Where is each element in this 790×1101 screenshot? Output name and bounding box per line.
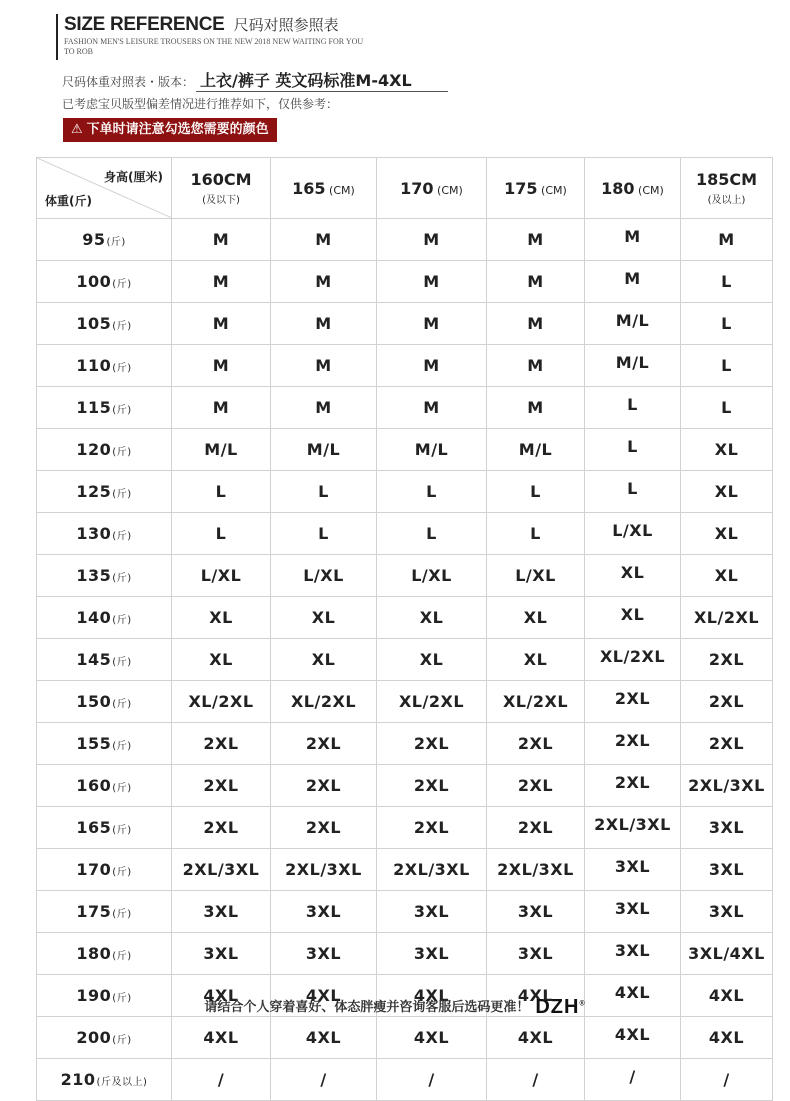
weight-row-header xyxy=(37,387,172,429)
size-cell: M/L xyxy=(487,429,585,471)
size-cell: XL xyxy=(681,513,773,555)
size-cell: XL xyxy=(271,597,377,639)
size-cell: 4XL xyxy=(681,1017,773,1059)
size-cell: 4XL xyxy=(585,975,681,1017)
size-cell: / xyxy=(487,1059,585,1101)
size-cell: 2XL xyxy=(487,723,585,765)
table-body xyxy=(37,219,773,1101)
size-cell: 4XL xyxy=(487,1017,585,1059)
weight-number: 115 xyxy=(76,398,112,417)
size-cell: 3XL xyxy=(487,933,585,975)
size-cell: XL/2XL xyxy=(681,597,773,639)
size-cell: 2XL xyxy=(681,723,773,765)
weight-number: 135 xyxy=(76,566,112,585)
size-reference-table xyxy=(36,157,773,1101)
size-cell: L xyxy=(487,513,585,555)
weight-row-header xyxy=(37,345,172,387)
size-cell: M xyxy=(377,303,487,345)
height-number: 180 xyxy=(601,178,635,198)
weight-row-header xyxy=(37,597,172,639)
size-cell: 3XL xyxy=(585,933,681,975)
height-column-header xyxy=(487,158,585,219)
table-row xyxy=(37,261,773,303)
weight-row-header xyxy=(37,219,172,261)
table-row xyxy=(37,1017,773,1059)
weight-number: 145 xyxy=(76,650,112,669)
height-column-header xyxy=(172,158,271,219)
version-value: 上衣/裤子 英文码标准M-4XL xyxy=(196,68,448,92)
size-cell: M xyxy=(487,303,585,345)
weight-row-header xyxy=(37,303,172,345)
size-cell: L/XL xyxy=(487,555,585,597)
weight-number: 175 xyxy=(76,902,112,921)
footer-note: 请结合个人穿着喜好、体态胖瘦并咨询客服后选码更准！ xyxy=(204,1000,530,1015)
table-row xyxy=(37,933,773,975)
size-cell: 2XL/3XL xyxy=(585,807,681,849)
weight-number: 100 xyxy=(76,272,112,291)
size-cell: M xyxy=(377,345,487,387)
weight-unit: (斤) xyxy=(112,993,132,1004)
size-cell: M/L xyxy=(172,429,271,471)
warning-text: 下单时请注意勾选您需要的颜色 xyxy=(86,122,269,137)
size-cell: 2XL/3XL xyxy=(172,849,271,891)
size-cell: 2XL xyxy=(585,723,681,765)
height-unit: (CM) xyxy=(433,183,463,197)
weight-row-header xyxy=(37,261,172,303)
size-cell: L xyxy=(681,345,773,387)
size-cell: XL xyxy=(681,429,773,471)
size-cell: 2XL xyxy=(487,765,585,807)
size-cell: L xyxy=(681,387,773,429)
table-row xyxy=(37,555,773,597)
height-value xyxy=(377,179,486,198)
size-cell: 2XL xyxy=(377,807,487,849)
weight-number: 120 xyxy=(76,440,112,459)
height-number: 175 xyxy=(504,178,538,198)
weight-number: 130 xyxy=(76,524,112,543)
size-cell: L xyxy=(681,303,773,345)
height-column-header xyxy=(271,158,377,219)
size-cell: M xyxy=(377,219,487,261)
size-cell: 4XL xyxy=(271,1017,377,1059)
weight-row-header xyxy=(37,429,172,471)
size-cell: XL xyxy=(172,597,271,639)
size-cell: M xyxy=(271,345,377,387)
footer xyxy=(0,996,790,1019)
height-number: 170 xyxy=(400,178,434,198)
size-cell: L/XL xyxy=(585,513,681,555)
size-cell: L xyxy=(172,513,271,555)
size-cell: 3XL xyxy=(681,807,773,849)
weight-row-header xyxy=(37,933,172,975)
size-cell: XL xyxy=(487,639,585,681)
size-cell: 2XL xyxy=(681,681,773,723)
size-cell: XL/2XL xyxy=(585,639,681,681)
weight-number: 160 xyxy=(76,776,112,795)
size-cell: M xyxy=(172,303,271,345)
size-cell: 3XL xyxy=(172,891,271,933)
size-cell: L/XL xyxy=(377,555,487,597)
height-value xyxy=(487,179,584,198)
height-value xyxy=(271,179,376,198)
size-cell: M xyxy=(172,219,271,261)
size-cell: 4XL xyxy=(172,1017,271,1059)
table-row xyxy=(37,345,773,387)
size-cell: M xyxy=(585,261,681,303)
size-cell: M xyxy=(487,219,585,261)
size-cell: 4XL xyxy=(172,975,271,1017)
version-label: 尺码体重对照表・版本： xyxy=(62,75,195,89)
size-cell: XL xyxy=(377,597,487,639)
table-row xyxy=(37,849,773,891)
table-row xyxy=(37,723,773,765)
size-cell: M xyxy=(271,303,377,345)
size-cell: L xyxy=(377,513,487,555)
version-line xyxy=(62,68,448,92)
size-cell: 3XL xyxy=(377,891,487,933)
height-column-header xyxy=(681,158,773,219)
size-cell: M xyxy=(487,345,585,387)
weight-unit: (斤) xyxy=(112,573,132,584)
size-cell: 4XL xyxy=(487,975,585,1017)
size-cell: XL xyxy=(585,597,681,639)
weight-row-header xyxy=(37,513,172,555)
warning-triangle-icon: ⚠ xyxy=(71,122,83,137)
table-row xyxy=(37,471,773,513)
size-cell: / xyxy=(585,1059,681,1101)
table-row xyxy=(37,891,773,933)
size-cell: 2XL/3XL xyxy=(377,849,487,891)
weight-row-header xyxy=(37,471,172,513)
size-cell: M xyxy=(377,261,487,303)
weight-unit: (斤) xyxy=(112,783,132,794)
page-title-en: SIZE REFERENCE xyxy=(64,14,225,35)
size-cell: XL xyxy=(681,471,773,513)
size-cell: XL xyxy=(172,639,271,681)
height-number: 165 xyxy=(292,178,326,198)
size-cell: M xyxy=(681,219,773,261)
weight-number: 95 xyxy=(82,230,106,249)
size-cell: L xyxy=(585,429,681,471)
size-cell: M xyxy=(172,261,271,303)
size-cell: M/L xyxy=(377,429,487,471)
size-cell: L xyxy=(585,387,681,429)
table-corner-header xyxy=(37,158,172,219)
weight-number: 110 xyxy=(76,356,112,375)
size-cell: L xyxy=(377,471,487,513)
size-cell: 2XL xyxy=(487,807,585,849)
weight-unit: (斤) xyxy=(112,825,132,836)
weight-unit: (斤) xyxy=(112,1035,132,1046)
size-cell: 4XL xyxy=(377,1017,487,1059)
size-cell: 3XL/4XL xyxy=(681,933,773,975)
size-cell: L xyxy=(487,471,585,513)
weight-row-header xyxy=(37,555,172,597)
size-cell: 3XL xyxy=(271,933,377,975)
weight-row-header xyxy=(37,1017,172,1059)
size-cell: 2XL xyxy=(585,681,681,723)
weight-number: 150 xyxy=(76,692,112,711)
size-cell: 3XL xyxy=(585,891,681,933)
table-row xyxy=(37,597,773,639)
size-cell: 2XL xyxy=(172,723,271,765)
size-cell: XL/2XL xyxy=(172,681,271,723)
size-cell: 3XL xyxy=(487,891,585,933)
size-cell: / xyxy=(377,1059,487,1101)
weight-unit: (斤) xyxy=(112,657,132,668)
size-cell: 2XL xyxy=(271,723,377,765)
size-cell: 2XL xyxy=(271,807,377,849)
height-value xyxy=(681,170,772,189)
weight-unit: (斤) xyxy=(112,447,132,458)
weight-unit: (斤) xyxy=(112,909,132,920)
size-cell: M/L xyxy=(585,345,681,387)
size-cell: XL xyxy=(377,639,487,681)
table-row xyxy=(37,1059,773,1101)
page-subtitle: FASHION MEN'S LEISURE TROUSERS ON THE NEW 2018 NEW WAITING FOR YOU TO ROB xyxy=(64,37,364,56)
size-cell: 3XL xyxy=(377,933,487,975)
size-cell: 2XL xyxy=(172,765,271,807)
page-header xyxy=(64,14,374,57)
weight-unit: (斤) xyxy=(112,867,132,878)
size-cell: XL/2XL xyxy=(271,681,377,723)
weight-number: 165 xyxy=(76,818,112,837)
weight-row-header xyxy=(37,639,172,681)
size-cell: 2XL xyxy=(172,807,271,849)
height-unit: (CM) xyxy=(634,183,664,197)
height-column-header xyxy=(585,158,681,219)
weight-row-header xyxy=(37,807,172,849)
table-row xyxy=(37,513,773,555)
height-unit: (CM) xyxy=(537,183,567,197)
size-cell: XL/2XL xyxy=(487,681,585,723)
size-cell: 3XL xyxy=(172,933,271,975)
size-cell: M xyxy=(271,261,377,303)
table-row xyxy=(37,681,773,723)
size-cell: 2XL/3XL xyxy=(681,765,773,807)
weight-unit: (斤) xyxy=(112,951,132,962)
size-cell: M xyxy=(271,219,377,261)
page-title-cn: 尺码对照参照表 xyxy=(233,16,339,34)
weight-row-header xyxy=(37,891,172,933)
table-row xyxy=(37,765,773,807)
size-cell: M xyxy=(487,261,585,303)
size-cell: L/XL xyxy=(172,555,271,597)
size-cell: 3XL xyxy=(271,891,377,933)
size-cell: 2XL xyxy=(681,639,773,681)
size-cell: M/L xyxy=(271,429,377,471)
weight-row-header xyxy=(37,723,172,765)
size-cell: L xyxy=(585,471,681,513)
height-value xyxy=(585,179,680,198)
size-cell: L/XL xyxy=(271,555,377,597)
height-column-header xyxy=(377,158,487,219)
weight-number: 190 xyxy=(76,986,112,1005)
table-row xyxy=(37,219,773,261)
table-row xyxy=(37,807,773,849)
weight-unit: (斤) xyxy=(112,279,132,290)
weight-unit: (斤) xyxy=(112,321,132,332)
height-value xyxy=(172,170,270,189)
size-cell: 2XL/3XL xyxy=(487,849,585,891)
corner-diagonal-line xyxy=(37,158,172,218)
table-row xyxy=(37,387,773,429)
height-number: 185CM xyxy=(695,170,758,189)
size-cell: 4XL xyxy=(271,975,377,1017)
size-cell: M xyxy=(585,219,681,261)
weight-unit: (斤) xyxy=(112,615,132,626)
size-cell: / xyxy=(681,1059,773,1101)
weight-unit: (斤) xyxy=(112,363,132,374)
weight-unit: (斤) xyxy=(112,741,132,752)
size-cell: XL xyxy=(271,639,377,681)
weight-number: 210 xyxy=(60,1070,96,1089)
size-cell: 2XL/3XL xyxy=(271,849,377,891)
table-row xyxy=(37,429,773,471)
size-cell: 2XL xyxy=(271,765,377,807)
table-row xyxy=(37,639,773,681)
table-header-row xyxy=(37,158,773,219)
size-cell: XL xyxy=(585,555,681,597)
color-warning-badge xyxy=(63,118,277,142)
size-cell: L xyxy=(172,471,271,513)
table-row xyxy=(37,303,773,345)
size-cell: 3XL xyxy=(681,891,773,933)
weight-number: 105 xyxy=(76,314,112,333)
size-cell: M xyxy=(172,387,271,429)
brand-logo xyxy=(535,996,585,1018)
weight-row-header xyxy=(37,849,172,891)
weight-row-header xyxy=(37,681,172,723)
size-cell: / xyxy=(271,1059,377,1101)
size-cell: L xyxy=(271,471,377,513)
registered-mark: ® xyxy=(579,1000,586,1008)
header-accent-bar xyxy=(56,14,58,60)
size-cell: 3XL xyxy=(585,849,681,891)
weight-axis-label: 体重(斤) xyxy=(45,194,92,208)
weight-number: 180 xyxy=(76,944,112,963)
weight-unit: (斤) xyxy=(106,237,126,248)
weight-unit: (斤) xyxy=(112,699,132,710)
size-cell: M/L xyxy=(585,303,681,345)
weight-number: 155 xyxy=(76,734,112,753)
weight-number: 140 xyxy=(76,608,112,627)
size-cell: XL/2XL xyxy=(377,681,487,723)
weight-number: 125 xyxy=(76,482,112,501)
weight-row-header xyxy=(37,1059,172,1101)
weight-unit: (斤) xyxy=(112,405,132,416)
brand-name: DZH xyxy=(535,996,580,1018)
size-cell: 4XL xyxy=(585,1017,681,1059)
weight-unit: (斤) xyxy=(112,489,132,500)
size-cell: 2XL xyxy=(585,765,681,807)
height-unit: (CM) xyxy=(325,183,355,197)
weight-number: 170 xyxy=(76,860,112,879)
size-cell: 2XL xyxy=(377,765,487,807)
height-axis-label: 身高(厘米) xyxy=(104,170,163,184)
weight-number: 200 xyxy=(76,1028,112,1047)
size-cell: 3XL xyxy=(681,849,773,891)
size-cell: M xyxy=(377,387,487,429)
weight-row-header xyxy=(37,765,172,807)
size-cell: M xyxy=(271,387,377,429)
height-qualifier: (及以上) xyxy=(707,195,746,206)
size-cell: 4XL xyxy=(377,975,487,1017)
recommendation-note: 已考虑宝贝版型偏差情况进行推荐如下，仅供参考： xyxy=(62,97,339,111)
size-cell: XL xyxy=(487,597,585,639)
size-cell: M xyxy=(487,387,585,429)
size-cell: L xyxy=(681,261,773,303)
size-cell: 4XL xyxy=(681,975,773,1017)
size-cell: 2XL xyxy=(377,723,487,765)
weight-unit: (斤) xyxy=(112,531,132,542)
height-number: 160CM xyxy=(190,170,252,189)
size-cell: M xyxy=(172,345,271,387)
size-cell: / xyxy=(172,1059,271,1101)
height-qualifier: (及以下) xyxy=(202,195,240,206)
size-cell: XL xyxy=(681,555,773,597)
size-cell: L xyxy=(271,513,377,555)
weight-unit: (斤及以上) xyxy=(96,1077,148,1088)
